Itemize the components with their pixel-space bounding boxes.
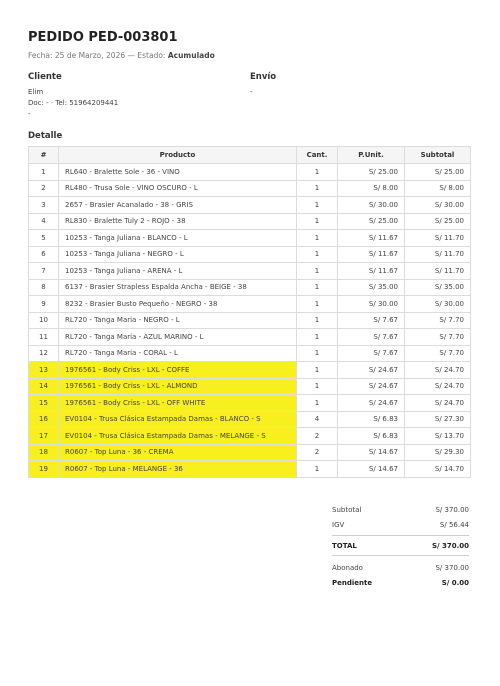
table-row — [29, 362, 471, 379]
row-number: 19 — [29, 461, 59, 478]
row-product: 10253 - Tanga Juliana - NEGRO - L — [59, 246, 297, 263]
row-unit-price: S/ 30.00 — [338, 197, 405, 214]
order-meta — [28, 51, 215, 60]
row-number: 8 — [29, 279, 59, 296]
row-unit-price: S/ 11.67 — [338, 263, 405, 280]
row-qty: 1 — [297, 362, 338, 379]
row-unit-price: S/ 30.00 — [338, 296, 405, 313]
row-subtotal: S/ 14.70 — [405, 461, 471, 478]
row-subtotal: S/ 7.70 — [405, 329, 471, 346]
table-row — [29, 263, 471, 280]
pendiente-row — [332, 575, 469, 590]
table-row — [29, 312, 471, 329]
row-number: 16 — [29, 411, 59, 428]
row-unit-price: S/ 11.67 — [338, 230, 405, 247]
row-number: 13 — [29, 362, 59, 379]
row-unit-price: S/ 11.67 — [338, 246, 405, 263]
table-row — [29, 461, 471, 478]
row-product: 1976561 - Body Criss - LXL - ALMOND — [59, 378, 297, 395]
table-row — [29, 213, 471, 230]
row-product: RL830 - Bralette Tuly 2 - ROJO - 38 — [59, 213, 297, 230]
col-subtotal-header: Subtotal — [405, 147, 471, 164]
totals-divider-2 — [332, 555, 469, 556]
detail-table — [28, 146, 471, 478]
row-number: 6 — [29, 246, 59, 263]
row-subtotal: S/ 7.70 — [405, 345, 471, 362]
envio-value: - — [250, 88, 253, 96]
row-unit-price: S/ 35.00 — [338, 279, 405, 296]
date-label: Fecha: 25 de Marzo, 2026 — Estado: — [28, 51, 168, 60]
detalle-heading: Detalle — [28, 131, 63, 141]
row-subtotal: S/ 8.00 — [405, 180, 471, 197]
table-row — [29, 164, 471, 181]
row-product: RL720 - Tanga Maria - NEGRO - L — [59, 312, 297, 329]
row-product: 10253 - Tanga Juliana - ARENA - L — [59, 263, 297, 280]
col-unit-price-header: P.Unit. — [338, 147, 405, 164]
cliente-name: Elim — [28, 88, 44, 96]
row-qty: 1 — [297, 246, 338, 263]
table-row — [29, 378, 471, 395]
row-number: 5 — [29, 230, 59, 247]
table-row — [29, 230, 471, 247]
row-product: R0607 - Top Luna - MELANGE - 36 — [59, 461, 297, 478]
row-unit-price: S/ 7.67 — [338, 312, 405, 329]
row-qty: 1 — [297, 329, 338, 346]
col-number-header: # — [29, 147, 59, 164]
row-unit-price: S/ 6.83 — [338, 428, 405, 445]
row-unit-price: S/ 24.67 — [338, 362, 405, 379]
row-product: 1976561 - Body Criss - LXL - OFF WHITE — [59, 395, 297, 412]
table-row — [29, 428, 471, 445]
row-unit-price: S/ 24.67 — [338, 395, 405, 412]
cliente-extra: - — [28, 110, 31, 118]
row-number: 2 — [29, 180, 59, 197]
row-product: RL480 - Trusa Sole - VINO OSCURO - L — [59, 180, 297, 197]
table-row — [29, 246, 471, 263]
row-number: 7 — [29, 263, 59, 280]
row-qty: 2 — [297, 428, 338, 445]
row-number: 10 — [29, 312, 59, 329]
table-row — [29, 197, 471, 214]
order-title: PEDIDO PED-003801 — [28, 30, 178, 45]
row-qty: 4 — [297, 411, 338, 428]
row-subtotal: S/ 25.00 — [405, 213, 471, 230]
abonado-label: Abonado — [332, 563, 363, 572]
row-number: 1 — [29, 164, 59, 181]
table-row — [29, 180, 471, 197]
row-qty: 1 — [297, 230, 338, 247]
total-value: S/ 370.00 — [431, 541, 469, 550]
row-unit-price: S/ 7.67 — [338, 329, 405, 346]
row-unit-price: S/ 25.00 — [338, 213, 405, 230]
row-subtotal: S/ 24.70 — [405, 362, 471, 379]
row-qty: 1 — [297, 345, 338, 362]
row-subtotal: S/ 27.30 — [405, 411, 471, 428]
row-product: 10253 - Tanga Juliana - BLANCO - L — [59, 230, 297, 247]
row-qty: 1 — [297, 279, 338, 296]
row-product: 2657 - Brasier Acanalado - 38 - GRIS — [59, 197, 297, 214]
row-subtotal: S/ 30.00 — [405, 296, 471, 313]
row-subtotal: S/ 11.70 — [405, 246, 471, 263]
igv-label: IGV — [332, 520, 345, 529]
pendiente-value: S/ 0.00 — [441, 578, 469, 587]
row-unit-price: S/ 7.67 — [338, 345, 405, 362]
row-subtotal: S/ 30.00 — [405, 197, 471, 214]
status-value: Acumulado — [167, 51, 215, 60]
table-row — [29, 345, 471, 362]
row-number: 11 — [29, 329, 59, 346]
table-row — [29, 329, 471, 346]
row-product: EV0104 - Trusa Clásica Estampada Damas - MELANGE - S — [59, 428, 297, 445]
pendiente-label: Pendiente — [332, 578, 373, 587]
row-number: 9 — [29, 296, 59, 313]
total-row — [332, 538, 469, 553]
table-row — [29, 444, 471, 461]
subtotal-row — [332, 502, 469, 517]
row-qty: 1 — [297, 395, 338, 412]
igv-value: S/ 56.44 — [439, 520, 469, 529]
row-product: 1976561 - Body Criss - LXL - COFFE — [59, 362, 297, 379]
abonado-value: S/ 370.00 — [435, 563, 469, 572]
row-subtotal: S/ 24.70 — [405, 395, 471, 412]
row-unit-price: S/ 25.00 — [338, 164, 405, 181]
subtotal-value: S/ 370.00 — [435, 505, 469, 514]
table-row — [29, 395, 471, 412]
row-subtotal: S/ 29.30 — [405, 444, 471, 461]
row-product: 8232 - Brasier Busto Pequeño - NEGRO - 38 — [59, 296, 297, 313]
row-unit-price: S/ 14.67 — [338, 444, 405, 461]
row-unit-price: S/ 8.00 — [338, 180, 405, 197]
col-qty-header: Cant. — [297, 147, 338, 164]
cliente-heading: Cliente — [28, 72, 62, 82]
row-subtotal: S/ 25.00 — [405, 164, 471, 181]
row-product: RL720 - Tanga Maria - AZUL MARINO - L — [59, 329, 297, 346]
row-qty: 1 — [297, 296, 338, 313]
row-subtotal: S/ 24.70 — [405, 378, 471, 395]
row-product: EV0104 - Trusa Clásica Estampada Damas - BLANCO - S — [59, 411, 297, 428]
row-subtotal: S/ 35.00 — [405, 279, 471, 296]
row-unit-price: S/ 6.83 — [338, 411, 405, 428]
totals-divider — [332, 535, 469, 536]
cliente-doc: Doc: - · Tel: 51964209441 — [28, 99, 119, 107]
envio-heading: Envío — [250, 72, 277, 82]
row-subtotal: S/ 11.70 — [405, 230, 471, 247]
table-header-row — [29, 147, 471, 164]
row-qty: 2 — [297, 444, 338, 461]
row-qty: 1 — [297, 263, 338, 280]
table-row — [29, 411, 471, 428]
total-label: TOTAL — [332, 541, 357, 550]
subtotal-label: Subtotal — [332, 505, 362, 514]
row-number: 14 — [29, 378, 59, 395]
row-product: RL720 - Tanga Maria - CORAL - L — [59, 345, 297, 362]
row-product: 6137 - Brasier Strapless Espalda Ancha - BEIGE - 38 — [59, 279, 297, 296]
row-subtotal: S/ 7.70 — [405, 312, 471, 329]
totals-panel — [332, 502, 469, 590]
row-qty: 1 — [297, 164, 338, 181]
row-qty: 1 — [297, 213, 338, 230]
row-product: RL640 - Bralette Sole - 36 - VINO — [59, 164, 297, 181]
row-subtotal: S/ 13.70 — [405, 428, 471, 445]
row-subtotal: S/ 11.70 — [405, 263, 471, 280]
row-number: 17 — [29, 428, 59, 445]
row-qty: 1 — [297, 378, 338, 395]
row-unit-price: S/ 24.67 — [338, 378, 405, 395]
table-row — [29, 296, 471, 313]
row-number: 15 — [29, 395, 59, 412]
table-row — [29, 279, 471, 296]
row-qty: 1 — [297, 461, 338, 478]
row-number: 4 — [29, 213, 59, 230]
igv-row — [332, 517, 469, 532]
cliente-info — [28, 87, 118, 120]
row-qty: 1 — [297, 197, 338, 214]
row-number: 12 — [29, 345, 59, 362]
row-qty: 1 — [297, 312, 338, 329]
row-number: 3 — [29, 197, 59, 214]
row-qty: 1 — [297, 180, 338, 197]
row-number: 18 — [29, 444, 59, 461]
row-unit-price: S/ 14.67 — [338, 461, 405, 478]
row-product: R0607 - Top Luna - 36 - CREMA — [59, 444, 297, 461]
abonado-row — [332, 560, 469, 575]
col-product-header: Producto — [59, 147, 297, 164]
